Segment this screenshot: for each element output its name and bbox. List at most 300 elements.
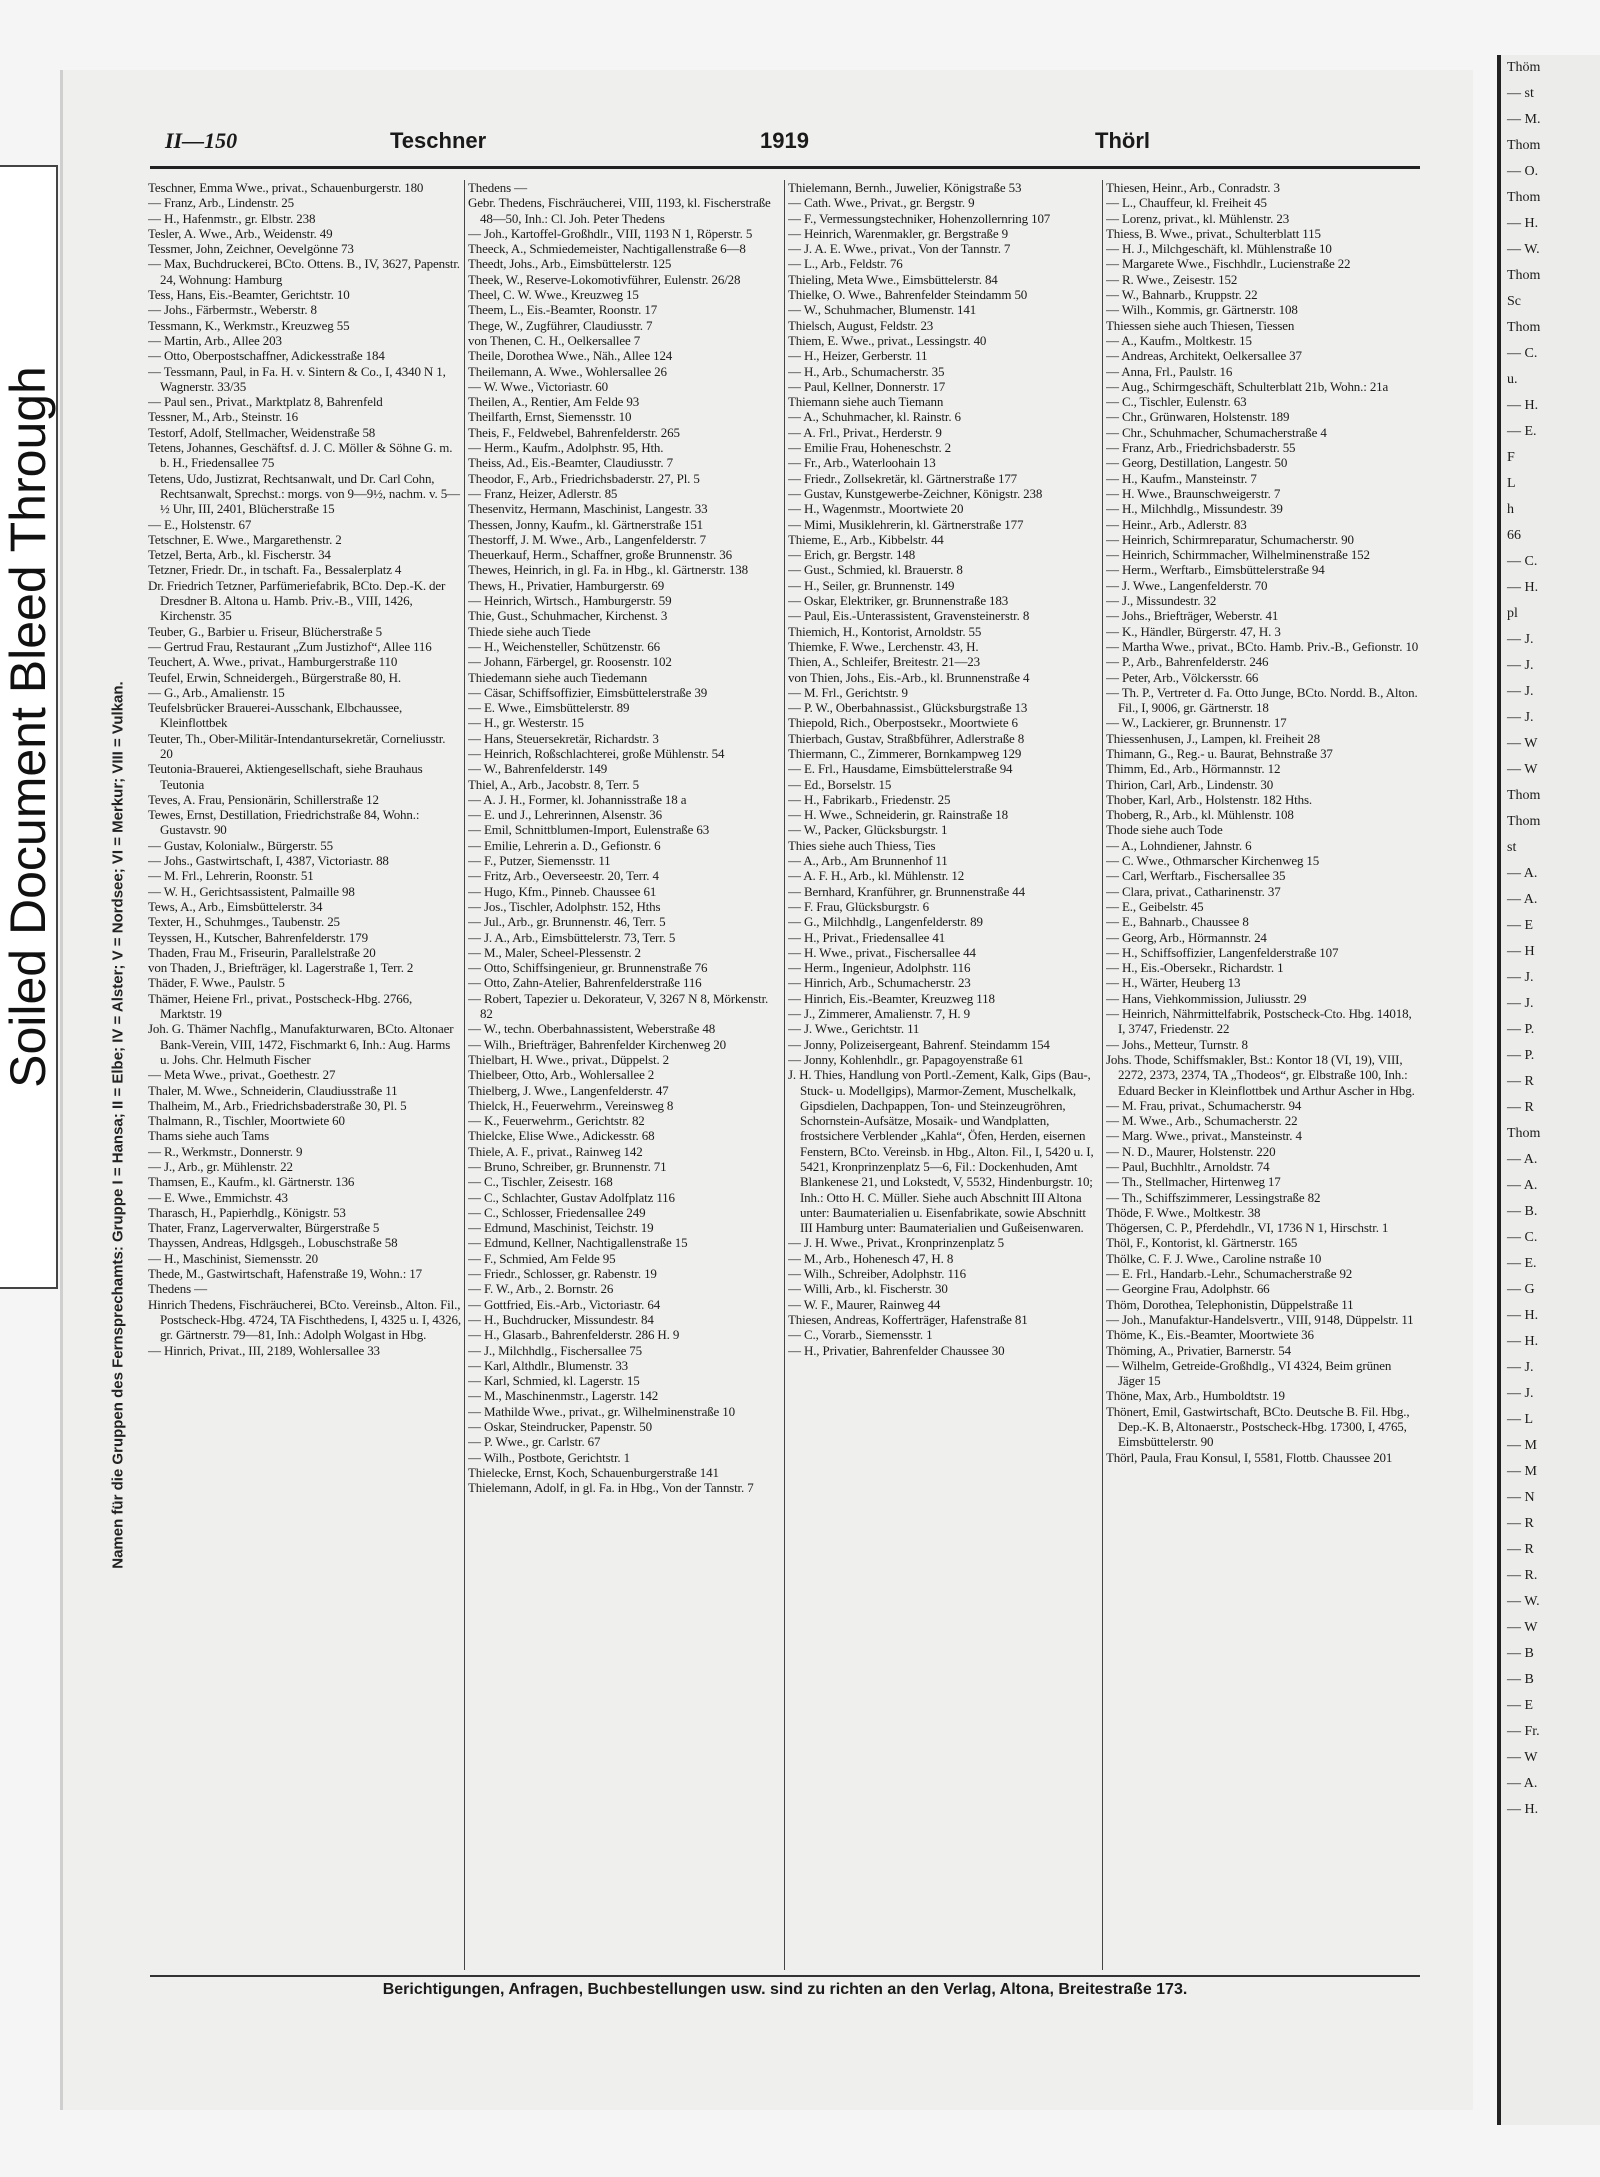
directory-entry: — Willi, Arb., kl. Fischerstr. 30 bbox=[788, 1281, 948, 1297]
directory-entry: — Jos., Tischler, Adolphstr. 152, Hths bbox=[468, 898, 661, 914]
directory-entry: — E. Frl., Handarb.-Lehr., Schumacherstraße 92 bbox=[1106, 1266, 1353, 1282]
directory-entry: — E. Frl., Hausdame, Eimsbüttelerstraße 94 bbox=[788, 761, 1013, 777]
directory-entry: Thalheim, M., Arb., Friedrichsbaderstraße 30, Pl. 5 bbox=[148, 1097, 407, 1113]
directory-entry: Thiess, B. Wwe., privat., Schulterblatt 115 bbox=[1106, 225, 1321, 241]
directory-entry: — Johann, Färbergel, gr. Roosenstr. 102 bbox=[468, 654, 672, 670]
directory-entry: — W., Bahnarb., Kruppstr. 22 bbox=[1106, 287, 1258, 303]
adjacent-page-fragment: — M. bbox=[1507, 112, 1541, 127]
directory-entry: Thien, A., Schleifer, Breitestr. 21—23 bbox=[788, 654, 980, 670]
directory-entry: — Martha Wwe., privat., BCto. Hamb. Priv.-B., Gefionstr. 10 bbox=[1106, 638, 1419, 654]
directory-entry: — H., Wärter, Heuberg 13 bbox=[1106, 975, 1241, 991]
directory-entry: — Johs., Gastwirtschaft, I, 4387, Victoriastr. 88 bbox=[148, 853, 389, 869]
directory-entry: Thiessenhusen, J., Lampen, kl. Freiheit 28 bbox=[1106, 730, 1320, 746]
adjacent-page-fragment: — W. bbox=[1507, 242, 1540, 257]
directory-entry: — Th. P., Vertreter d. Fa. Otto Junge, BCto. Nordd. B., Alton. Fil., I, 9006, gr. Gärtnerstr. 18 bbox=[1106, 684, 1418, 716]
adjacent-page-fragment: — A. bbox=[1507, 1152, 1538, 1167]
adjacent-page-fragment: — W bbox=[1507, 762, 1538, 777]
directory-entry: — L., Arb., Feldstr. 76 bbox=[788, 256, 903, 272]
directory-entry: Thiede siehe auch Tiede bbox=[468, 623, 591, 639]
directory-entry: Thämer, Heiene Frl., privat., Postscheck-Hbg. 2766, Marktstr. 19 bbox=[148, 990, 413, 1022]
directory-entry: — Heinrich, Schirmreparatur, Schumacherstr. 90 bbox=[1106, 531, 1354, 547]
adjacent-page-fragment: — B bbox=[1507, 1672, 1534, 1687]
directory-entry: Thielemann, Adolf, in gl. Fa. in Hbg., Von der Tannstr. 7 bbox=[468, 1480, 754, 1496]
directory-entry: — Wilhelm, Getreide-Großhdlg., VI 4324, Beim grünen Jäger 15 bbox=[1106, 1357, 1392, 1389]
directory-entry: Thiemann siehe auch Tiemann bbox=[788, 394, 944, 410]
directory-entry: Dr. Friedrich Tetzner, Parfümeriefabrik, BCto. Dep.-K. der Dresdner B. Altona u. Hamb. Priv.-B., VIII, 1426, Kirchenstr. 35 bbox=[148, 577, 446, 624]
directory-entry: — Aug., Schirmgeschäft, Schulterblatt 21b, Wohn.: 21a bbox=[1106, 378, 1389, 394]
directory-entry: Thiemich, H., Kontorist, Arnoldstr. 55 bbox=[788, 623, 982, 639]
directory-year: 1919 bbox=[760, 128, 809, 153]
adjacent-page-fragment: — J. bbox=[1507, 710, 1534, 725]
directory-entry: — Gust., Schmied, kl. Brauerstr. 8 bbox=[788, 562, 963, 578]
directory-entry: — E. und J., Lehrerinnen, Alsenstr. 36 bbox=[468, 807, 662, 823]
directory-entry: — Karl, Schmied, kl. Lagerstr. 15 bbox=[468, 1373, 640, 1389]
directory-entry: — M. Frl., Lehrerin, Roonstr. 51 bbox=[148, 868, 314, 884]
directory-entry: Tetschner, E. Wwe., Margarethenstr. 2 bbox=[148, 531, 342, 547]
directory-entry: Thielck, H., Feuerwehrm., Vereinsweg 8 bbox=[468, 1097, 674, 1113]
adjacent-page-fragment: — H bbox=[1507, 944, 1535, 959]
adjacent-page-fragment: Thom bbox=[1507, 268, 1541, 283]
adjacent-page-fragment: Sc bbox=[1507, 294, 1521, 309]
directory-entry: Thieling, Meta Wwe., Eimsbüttelerstr. 84 bbox=[788, 271, 998, 287]
directory-entry: — A., Arb., Am Brunnenhof 11 bbox=[788, 853, 948, 869]
directory-entry: — Jul., Arb., gr. Brunnenstr. 46, Terr. 5 bbox=[468, 914, 666, 930]
directory-entry: — Paul, Kellner, Donnerstr. 17 bbox=[788, 378, 946, 394]
directory-entry: Thönert, Emil, Gastwirtschaft, BCto. Deutsche B. Fil. Hbg., Dep.-K. B, Altonaerstr., Postscheck-Hbg. 17300, I, 4765, Eimsbüttelerstr. 90 bbox=[1106, 1403, 1410, 1450]
directory-entry: Thessen, Jonny, Kaufm., kl. Gärtnerstraße 151 bbox=[468, 516, 704, 532]
directory-entry: Thiesen, Andreas, Kofferträger, Hafenstraße 81 bbox=[788, 1311, 1028, 1327]
adjacent-page-fragment: st bbox=[1507, 840, 1517, 855]
adjacent-page-fragment: — E. bbox=[1507, 1256, 1537, 1271]
adjacent-page-fragment: — R. bbox=[1507, 1568, 1538, 1583]
directory-entry: Teutonia-Brauerei, Aktiengesellschaft, siehe Brauhaus Teutonia bbox=[148, 761, 423, 792]
directory-entry: Thams siehe auch Tams bbox=[148, 1128, 269, 1144]
directory-entry: Thielecke, Ernst, Koch, Schauenburgerstraße 141 bbox=[468, 1464, 719, 1480]
directory-entry: Thedens — bbox=[148, 1281, 207, 1297]
directory-entry: — Heinr., Arb., Adlerstr. 83 bbox=[1106, 516, 1247, 532]
directory-entry: — Margarete Wwe., Fischhdlr., Lucienstraße 22 bbox=[1106, 256, 1351, 272]
directory-entry: — Wilh., Briefträger, Bahrenfelder Kirchenweg 20 bbox=[468, 1036, 726, 1052]
directory-entry: Theilen, A., Rentier, Am Felde 93 bbox=[468, 394, 640, 410]
directory-entry: Theile, Dorothea Wwe., Näh., Allee 124 bbox=[468, 348, 673, 364]
directory-entry: von Thenen, C. H., Oelkersallee 7 bbox=[468, 332, 641, 348]
adjacent-page-fragment: — H. bbox=[1507, 1802, 1539, 1817]
header-rule bbox=[150, 166, 1420, 169]
adjacent-page-fragment: — P. bbox=[1507, 1048, 1535, 1063]
directory-entry: Thöne, Max, Arb., Humboldtstr. 19 bbox=[1106, 1388, 1285, 1404]
adjacent-page-fragment: — J. bbox=[1507, 1386, 1534, 1401]
directory-entry: — R., Werkmstr., Donnerstr. 9 bbox=[148, 1143, 303, 1159]
adjacent-page-fragment: — B. bbox=[1507, 1204, 1538, 1219]
adjacent-page-fragment: — B bbox=[1507, 1646, 1534, 1661]
directory-entry: — C., Vorarb., Siemensstr. 1 bbox=[788, 1327, 933, 1343]
directory-entry: Tetzel, Berta, Arb., kl. Fischerstr. 34 bbox=[148, 547, 331, 563]
directory-entry: Tess, Hans, Eis.-Beamter, Gerichtstr. 10 bbox=[148, 287, 350, 303]
directory-entry: — Georg, Destillation, Langestr. 50 bbox=[1106, 455, 1288, 471]
directory-entry: — Jonny, Polizeisergeant, Bahrenf. Steindamm 154 bbox=[788, 1036, 1050, 1052]
directory-entry: — Gottfried, Eis.-Arb., Victoriastr. 64 bbox=[468, 1296, 661, 1312]
directory-entry: Tetzner, Friedr. Dr., in tschaft. Fa., Bessalerplatz 4 bbox=[148, 562, 402, 578]
directory-entry: Thesenvitz, Hermann, Maschinist, Langestr. 33 bbox=[468, 501, 708, 517]
directory-entry: Thörl, Paula, Frau Konsul, I, 5581, Flottb. Chaussee 201 bbox=[1106, 1449, 1393, 1465]
directory-entry: von Thien, Johs., Eis.-Arb., kl. Brunnenstraße 4 bbox=[788, 669, 1030, 685]
directory-entry: Testorf, Adolf, Stellmacher, Weidenstraße 58 bbox=[148, 424, 376, 440]
directory-entry: Thiem, E. Wwe., privat., Lessingstr. 40 bbox=[788, 332, 987, 348]
directory-entry: Theiss, Ad., Eis.-Beamter, Claudiusstr. 7 bbox=[468, 455, 673, 471]
directory-entry: — M., Maler, Scheel-Plessenstr. 2 bbox=[468, 944, 641, 960]
directory-entry: Thieme, E., Arb., Kibbelstr. 44 bbox=[788, 531, 944, 547]
adjacent-page-fragment: — W bbox=[1507, 736, 1538, 751]
directory-entry: Thiesen, Heinr., Arb., Conradstr. 3 bbox=[1106, 180, 1280, 195]
directory-entry: — Mathilde Wwe., privat., gr. Wilhelminenstraße 10 bbox=[468, 1403, 735, 1419]
directory-entry: — J. H. Wwe., Privat., Kronprinzenplatz 5 bbox=[788, 1235, 1005, 1251]
directory-entry: — J., Arb., gr. Mühlenstr. 22 bbox=[148, 1159, 293, 1174]
adjacent-page-fragment: — H. bbox=[1507, 216, 1539, 231]
directory-entry: Thöming, A., Privatier, Barnerstr. 54 bbox=[1106, 1342, 1291, 1358]
directory-entry: — E., Holstenstr. 67 bbox=[148, 516, 252, 532]
directory-entry: — Mimi, Musiklehrerin, kl. Gärtnerstraße 177 bbox=[788, 516, 1024, 532]
directory-entry: — A. Frl., Privat., Herderstr. 9 bbox=[788, 424, 942, 440]
directory-entry: — E. Wwe., Emmichstr. 43 bbox=[148, 1189, 288, 1205]
directory-entry: — Wilh., Postbote, Gerichtstr. 1 bbox=[468, 1449, 630, 1465]
directory-entry: — H., Weichensteller, Schützenstr. 66 bbox=[468, 638, 660, 654]
directory-entry: Thedens — bbox=[468, 180, 527, 195]
adjacent-page-fragment: Thom bbox=[1507, 320, 1541, 335]
directory-entry: — M. Wwe., Arb., Schumacherstr. 22 bbox=[1106, 1113, 1298, 1129]
directory-entry: — Georg, Arb., Hörmannstr. 24 bbox=[1106, 929, 1267, 945]
directory-entry: Thielbart, H. Wwe., privat., Düppelst. 2 bbox=[468, 1051, 669, 1067]
directory-entry: — H., Wagenmstr., Moortwiete 20 bbox=[788, 501, 964, 517]
directory-entry: Thies siehe auch Thiess, Ties bbox=[788, 837, 936, 853]
directory-entry: — Max, Buchdruckerei, BCto. Ottens. B., IV, 3627, Papenstr. 24, Wohnung: Hamburg bbox=[148, 256, 460, 287]
directory-entry: — W., techn. Oberbahnassistent, Weberstraße 48 bbox=[468, 1021, 716, 1037]
adjacent-page-fragment: — P. bbox=[1507, 1022, 1535, 1037]
directory-entry: — Th., Schiffszimmerer, Lessingstraße 82 bbox=[1106, 1189, 1321, 1205]
directory-entry: — A., Kaufm., Moltkestr. 15 bbox=[1106, 332, 1252, 348]
adjacent-page-fragment: Thom bbox=[1507, 1126, 1541, 1141]
directory-entry: — Hans, Viehkommission, Juliusstr. 29 bbox=[1106, 990, 1307, 1006]
directory-entry: — E. Wwe., Eimsbüttelerstr. 89 bbox=[468, 700, 630, 716]
directory-entry: — E., Geibelstr. 45 bbox=[1106, 898, 1204, 914]
directory-entry: — L., Chauffeur, kl. Freiheit 45 bbox=[1106, 195, 1267, 211]
adjacent-page-fragment: — H. bbox=[1507, 398, 1539, 413]
directory-entry: — Cath. Wwe., Privat., gr. Bergstr. 9 bbox=[788, 195, 975, 211]
directory-entry: — H., Seiler, gr. Brunnenstr. 149 bbox=[788, 577, 955, 593]
directory-entry: — H., Hafenmstr., gr. Elbstr. 238 bbox=[148, 210, 316, 226]
adjacent-page-fragment: — st bbox=[1507, 86, 1534, 101]
directory-entry: — E., Bahnarb., Chaussee 8 bbox=[1106, 914, 1249, 930]
directory-entry: — J., Zimmerer, Amalienstr. 7, H. 9 bbox=[788, 1006, 970, 1022]
adjacent-page-edge bbox=[1497, 55, 1600, 2125]
directory-entry: Thober, Karl, Arb., Holstenstr. 182 Hths. bbox=[1106, 791, 1313, 807]
directory-entry: — W. H., Gerichtsassistent, Palmaille 98 bbox=[148, 883, 355, 899]
publisher-footer: Berichtigungen, Anfragen, Buchbestellungen usw. sind zu richten an den Verlag, Altona, Breitestraße 173. bbox=[150, 1975, 1420, 1999]
adjacent-page-fragment: — W bbox=[1507, 1620, 1538, 1635]
adjacent-page-fragment: Thom bbox=[1507, 190, 1541, 205]
directory-entry: Tessmann, K., Werkmstr., Kreuzweg 55 bbox=[148, 317, 350, 333]
directory-entry: — Hinrich, Arb., Schumacherstr. 23 bbox=[788, 975, 971, 991]
directory-entry: Tessmer, John, Zeichner, Oevelgönne 73 bbox=[148, 241, 354, 257]
directory-entry: — A., Schuhmacher, kl. Rainstr. 6 bbox=[788, 409, 961, 425]
directory-entry: Thie, Gust., Schuhmacher, Kirchenst. 3 bbox=[468, 608, 668, 624]
directory-entry: Thalmann, R., Tischler, Moortwiete 60 bbox=[148, 1113, 345, 1129]
directory-entry: — Otto, Oberpostschaffner, Adickesstraße 184 bbox=[148, 348, 385, 364]
directory-entry: Tetens, Johannes, Geschäftsf. d. J. C. Möller & Söhne G. m. b. H., Friedensallee 75 bbox=[148, 440, 453, 471]
directory-entry: Thode siehe auch Tode bbox=[1106, 822, 1223, 838]
directory-entry: — H., Milchhdlg., Missundestr. 39 bbox=[1106, 501, 1283, 517]
directory-entry: von Thaden, J., Briefträger, kl. Lagerstraße 1, Terr. 2 bbox=[148, 960, 414, 976]
directory-entry: — Heinrich, Schirmmacher, Wilhelminenstraße 152 bbox=[1106, 547, 1370, 563]
directory-entry: Theuerkauf, Herm., Schaffner, große Brunnenstr. 36 bbox=[468, 547, 732, 563]
directory-entry: — Jonny, Kohlenhdlr., gr. Papagoyenstraße 61 bbox=[788, 1051, 1024, 1067]
directory-entry: Tewes, Ernst, Destillation, Friedrichstraße 84, Wohn.: Gustavstr. 90 bbox=[148, 807, 420, 838]
adjacent-page-fragment: — A. bbox=[1507, 1178, 1538, 1193]
directory-entry: — Johs., Färbermstr., Weberstr. 8 bbox=[148, 302, 317, 318]
directory-entry: Thögersen, C. P., Pferdehdlr., VI, 1736 N 1, Hirschstr. 1 bbox=[1106, 1220, 1389, 1236]
directory-entry: — Friedr., Zollsekretär, kl. Gärtnerstraße 177 bbox=[788, 470, 1018, 486]
directory-entry: — C., Tischler, Eulenstr. 63 bbox=[1106, 394, 1247, 410]
column-divider bbox=[464, 180, 465, 1970]
directory-entry: Tessner, M., Arb., Steinstr. 16 bbox=[148, 409, 298, 425]
stamp-label: Soiled Document Bleed Through bbox=[0, 366, 56, 1088]
adjacent-page-fragment: — R bbox=[1507, 1074, 1534, 1089]
directory-entry: Thielke, O. Wwe., Bahrenfelder Steindamm 50 bbox=[788, 287, 1028, 303]
directory-entry: — H., Arb., Schumacherstr. 35 bbox=[788, 363, 945, 379]
adjacent-page-fragment: — N bbox=[1507, 1490, 1535, 1505]
directory-entry: — H., Buchdrucker, Missundestr. 84 bbox=[468, 1311, 654, 1327]
directory-entry: Teves, A. Frau, Pensionärin, Schillerstraße 12 bbox=[148, 791, 379, 807]
directory-entry: Theeck, A., Schmiedemeister, Nachtigallenstraße 6—8 bbox=[468, 241, 746, 257]
adjacent-page-fragment: — A. bbox=[1507, 1776, 1538, 1791]
directory-entry: — C., Tischler, Zeisestr. 168 bbox=[468, 1174, 613, 1190]
directory-entry: — H., Privat., Friedensallee 41 bbox=[788, 929, 946, 945]
adjacent-page-fragment: pl bbox=[1507, 606, 1518, 621]
adjacent-page-fragment: — E. bbox=[1507, 424, 1537, 439]
directory-entry: — Oskar, Steindrucker, Papenstr. 50 bbox=[468, 1419, 652, 1435]
adjacent-page-fragment: — R bbox=[1507, 1516, 1534, 1531]
directory-entry: — P. W., Oberbahnassist., Glücksburgstraße 13 bbox=[788, 700, 1028, 716]
directory-entry: — Heinrich, Wirtsch., Hamburgerstr. 59 bbox=[468, 593, 672, 609]
directory-entry: — K., Händler, Bürgerstr. 47, H. 3 bbox=[1106, 623, 1281, 639]
adjacent-page-fragment: — J. bbox=[1507, 1360, 1534, 1375]
directory-entry: — H., Glasarb., Bahrenfelderstr. 286 H. 9 bbox=[468, 1327, 680, 1343]
directory-entry: — Franz, Arb., Lindenstr. 25 bbox=[148, 195, 295, 211]
directory-entry: — P., Arb., Bahrenfelderstr. 246 bbox=[1106, 654, 1269, 670]
adjacent-page-fragment: — C. bbox=[1507, 1230, 1538, 1245]
directory-entry: Theodor, F., Arb., Friedrichsbaderstr. 27, Pl. 5 bbox=[468, 470, 700, 486]
directory-entry: Hinrich Thedens, Fischräucherei, BCto. Vereinsb., Alton. Fil., Postscheck-Hbg. 4724, TA Fischthedens, I, 4325 u. I, 4326, gr. Gärtnerstr. 79—81, Inh.: Adolph Wolgast in Hbg. bbox=[148, 1296, 461, 1343]
adjacent-page-fragment: — Fr. bbox=[1507, 1724, 1540, 1739]
directory-entry: — H., Eis.-Obersekr., Richardstr. 1 bbox=[1106, 960, 1284, 976]
directory-entry: — Marg. Wwe., privat., Mansteinstr. 4 bbox=[1106, 1128, 1302, 1144]
directory-entry: — Robert, Tapezier u. Dekorateur, V, 3267 N 8, Mörkenstr. 82 bbox=[468, 990, 769, 1022]
adjacent-page-fragment: — L bbox=[1507, 1412, 1534, 1427]
directory-entry: — Hinrich, Privat., III, 2189, Wohlersallee 33 bbox=[148, 1342, 380, 1358]
directory-entry: — Emilie, Lehrerin a. D., Gefionstr. 6 bbox=[468, 837, 661, 853]
directory-entry: — C., Schlosser, Friedensallee 249 bbox=[468, 1204, 646, 1220]
directory-entry: — Hans, Steuersekretär, Richardstr. 3 bbox=[468, 730, 659, 746]
directory-entry: Thaden, Frau M., Friseurin, Parallelstraße 20 bbox=[148, 944, 376, 960]
running-head bbox=[165, 128, 1410, 162]
adjacent-page-fragment: — H. bbox=[1507, 580, 1539, 595]
directory-entry: — Herm., Kaufm., Adolphstr. 95, Hth. bbox=[468, 440, 664, 456]
directory-entry: — A., Lohndiener, Jahnstr. 6 bbox=[1106, 837, 1252, 853]
directory-entry: Thöme, K., Eis.-Beamter, Moortwiete 36 bbox=[1106, 1327, 1314, 1343]
directory-entry: Thede, M., Gastwirtschaft, Hafenstraße 19, Wohn.: 17 bbox=[148, 1266, 422, 1282]
directory-entry: — H., gr. Westerstr. 15 bbox=[468, 715, 584, 731]
directory-entry: Theilfarth, Ernst, Siemensstr. 10 bbox=[468, 409, 632, 425]
soiled-document-stamp bbox=[0, 165, 58, 1289]
directory-entry: — M., Maschinenmstr., Lagerstr. 142 bbox=[468, 1388, 659, 1404]
directory-entry: — Peter, Arb., Völckersstr. 66 bbox=[1106, 669, 1259, 685]
directory-entry: — Tessmann, Paul, in Fa. H. v. Sintern & Co., I, 4340 N 1, Wagnerstr. 33/35 bbox=[148, 363, 446, 394]
adjacent-page-fragments bbox=[1501, 55, 1600, 1823]
directory-entry: Teufel, Erwin, Schneidergeh., Bürgerstraße 80, H. bbox=[148, 669, 401, 685]
adjacent-page-fragment: — M bbox=[1507, 1438, 1537, 1453]
directory-entry: — W., Lackierer, gr. Brunnenstr. 17 bbox=[1106, 715, 1287, 731]
adjacent-page-fragment: L bbox=[1507, 476, 1516, 491]
directory-entry: Thielcke, Elise Wwe., Adickesstr. 68 bbox=[468, 1128, 655, 1144]
adjacent-page-fragment: — J. bbox=[1507, 970, 1534, 985]
adjacent-page-fragment: Thom bbox=[1507, 814, 1541, 829]
directory-entry: Texter, H., Schuhmges., Taubenstr. 25 bbox=[148, 914, 340, 930]
directory-entry: — H. Wwe., Schneiderin, gr. Rainstraße 18 bbox=[788, 807, 1008, 823]
directory-entry: — H. Wwe., privat., Fischersallee 44 bbox=[788, 944, 976, 960]
adjacent-page-fragment: — J. bbox=[1507, 632, 1534, 647]
adjacent-page-fragment: — R bbox=[1507, 1542, 1534, 1557]
directory-entry: — Otto, Schiffsingenieur, gr. Brunnenstraße 76 bbox=[468, 960, 708, 976]
directory-entry: — J., Missundestr. 32 bbox=[1106, 593, 1217, 609]
adjacent-page-fragment: Thom bbox=[1507, 788, 1541, 803]
directory-entry: — Franz, Heizer, Adlerstr. 85 bbox=[468, 485, 618, 501]
directory-entry: — Edmund, Kellner, Nachtigallenstraße 15 bbox=[468, 1235, 688, 1251]
directory-entry: — F., Schmied, Am Felde 95 bbox=[468, 1250, 616, 1266]
directory-entry: Theedt, Johs., Arb., Eimsbüttelerstr. 125 bbox=[468, 256, 672, 272]
adjacent-page-fragment: — A. bbox=[1507, 866, 1538, 881]
directory-entry: — A. J. H., Former, kl. Johannisstraße 18 a bbox=[468, 791, 687, 807]
column-divider bbox=[784, 180, 785, 1970]
adjacent-page-fragment: — C. bbox=[1507, 346, 1538, 361]
directory-entry: Teschner, Emma Wwe., privat., Schauenburgerstr. 180 bbox=[148, 180, 424, 195]
directory-entry: — Gustav, Kolonialw., Bürgerstr. 55 bbox=[148, 837, 333, 853]
directory-entry: Thater, Franz, Lagerverwalter, Bürgerstraße 5 bbox=[148, 1220, 380, 1236]
adjacent-page-fragment: — C. bbox=[1507, 554, 1538, 569]
column-1 bbox=[148, 180, 461, 1970]
directory-entry: — H., Heizer, Gerberstr. 11 bbox=[788, 348, 928, 364]
directory-entry: Teyssen, H., Kutscher, Bahrenfelderstr. 179 bbox=[148, 929, 368, 945]
directory-entry: — F., Vermessungstechniker, Hohenzollernring 107 bbox=[788, 210, 1051, 226]
directory-entry: Gebr. Thedens, Fischräucherei, VIII, 1193, kl. Fischerstraße 48—50, Inh.: Cl. Joh. Peter Thedens bbox=[468, 195, 771, 226]
directory-entry: Teuter, Th., Ober-Militär-Intendantursekretär, Corneliusstr. 20 bbox=[148, 730, 446, 761]
directory-entry: — N. D., Maurer, Holstenstr. 220 bbox=[1106, 1143, 1276, 1159]
directory-entry: — Oskar, Elektriker, gr. Brunnenstraße 183 bbox=[788, 593, 1009, 609]
directory-entry: Teuchert, A. Wwe., privat., Hamburgerstraße 110 bbox=[148, 654, 398, 670]
last-entry-guide: Thörl bbox=[1095, 128, 1150, 153]
adjacent-page-fragment: — E bbox=[1507, 1698, 1534, 1713]
directory-entry: — P. Wwe., gr. Carlstr. 67 bbox=[468, 1434, 601, 1450]
adjacent-page-fragment: — H. bbox=[1507, 1308, 1539, 1323]
directory-entry: — Martin, Arb., Allee 203 bbox=[148, 332, 282, 348]
adjacent-page-fragment: Thom bbox=[1507, 138, 1541, 153]
directory-entry: Thiermann, C., Zimmerer, Bornkampweg 129 bbox=[788, 745, 1022, 761]
directory-entry: Theilemann, A. Wwe., Wohlersallee 26 bbox=[468, 363, 667, 379]
adjacent-page-fragment: — J. bbox=[1507, 996, 1534, 1011]
adjacent-page-fragment: u. bbox=[1507, 372, 1518, 387]
directory-entry: — Franz, Arb., Friedrichsbaderstr. 55 bbox=[1106, 440, 1296, 456]
directory-entry: — W. Wwe., Victoriastr. 60 bbox=[468, 378, 608, 394]
column-2 bbox=[468, 180, 781, 1970]
directory-entry: Theek, W., Reserve-Lokomotivführer, Eulenstr. 26/28 bbox=[468, 271, 741, 287]
directory-entry: — F. W., Arb., 2. Bornstr. 26 bbox=[468, 1281, 614, 1297]
directory-entry: — Bernhard, Kranführer, gr. Brunnenstraße 44 bbox=[788, 883, 1025, 899]
directory-entry: — H., Privatier, Bahrenfelder Chaussee 30 bbox=[788, 1342, 1005, 1358]
directory-entry: — Herm., Werftarb., Eimsbüttelerstraße 94 bbox=[1106, 562, 1325, 578]
directory-entry: Teuber, G., Barbier u. Friseur, Blücherstraße 5 bbox=[148, 623, 382, 639]
directory-entry: — Chr., Grünwaren, Holstenstr. 189 bbox=[1106, 409, 1290, 425]
directory-entry: — C., Schlachter, Gustav Adolfplatz 116 bbox=[468, 1189, 675, 1205]
directory-entry: J. H. Thies, Handlung von Portl.-Zement, Kalk, Gips (Bau-, Stuck- u. Modellgips), Marmor-Zement, Muschelkalk, Gipsdielen, Dachpappen, Ton- und Steinzeugröhren, Schornstein-Aufsätze, Mosaik- und Wandplatten, frostsichere Verblender „Kahla“, Öfen, Herden, eisernen Fenstern, BCto. Vereinsb. in Hbg., Alton. Fil., I, 5420 u. I, 5421, Kronprinzenplatz 5—6, Fil.: Dockenhuden, Amt Blankenese 21, und Lokstedt, V, 5532, Hindenburgstr. 10; Inh.: Otto H. C. Müller. Siehe auch Abschnitt III Altona unter: Baumaterialien u. Eisenfabrikate, sowie Abschnitt III Hamburg unter: Baumaterialien und Gußeisenwaren. bbox=[788, 1067, 1094, 1236]
directory-entry: — Johs., Briefträger, Weberstr. 41 bbox=[1106, 608, 1279, 624]
directory-entry: — Th., Stellmacher, Hirtenweg 17 bbox=[1106, 1174, 1281, 1190]
directory-entry: — G., Arb., Amalienstr. 15 bbox=[148, 684, 285, 700]
directory-entry: Tetens, Udo, Justizrat, Rechtsanwalt, und Dr. Carl Cohn, Rechtsanwalt, Sprechst.: morgs. von 9—9½, nachm. v. 5—½ Uhr, III, 2401, Blücherstraße 15 bbox=[148, 470, 460, 517]
directory-entry: — F. Frau, Glücksburgstr. 6 bbox=[788, 898, 929, 914]
directory-entry: — Emil, Schnittblumen-Import, Eulenstraße 63 bbox=[468, 822, 710, 838]
directory-entry: — Heinrich, Roßschlachterei, große Mühlenstr. 54 bbox=[468, 745, 725, 761]
directory-entry: — M. Frl., Gerichtstr. 9 bbox=[788, 684, 908, 700]
directory-entry: Thöm, Dorothea, Telephonistin, Düppelstraße 11 bbox=[1106, 1296, 1354, 1312]
directory-entry: — Johs., Metteur, Turnstr. 8 bbox=[1106, 1036, 1248, 1052]
directory-columns bbox=[148, 180, 1420, 1970]
adjacent-page-fragment: Thöm bbox=[1507, 60, 1541, 75]
directory-entry: — Otto, Zahn-Atelier, Bahrenfelderstraße 116 bbox=[468, 975, 702, 991]
directory-entry: — A. F. H., Arb., kl. Mühlenstr. 12 bbox=[788, 868, 965, 884]
directory-entry: — Joh., Kartoffel-Großhdlr., VIII, 1193 N 1, Röperstr. 5 bbox=[468, 225, 753, 241]
directory-entry: — Emilie Frau, Hoheneschstr. 2 bbox=[788, 440, 952, 456]
directory-entry: Theem, L., Eis.-Beamter, Roonstr. 17 bbox=[468, 302, 658, 318]
adjacent-page-fragment: — W bbox=[1507, 1750, 1538, 1765]
directory-entry: — W., Bahrenfelderstr. 149 bbox=[468, 761, 608, 777]
directory-entry: — Fr., Arb., Waterloohain 13 bbox=[788, 455, 936, 471]
adjacent-page-fragment: — H. bbox=[1507, 1334, 1539, 1349]
adjacent-page-fragment: — A. bbox=[1507, 892, 1538, 907]
directory-entry: — J. A., Arb., Eimsbüttelerstr. 73, Terr. 5 bbox=[468, 929, 676, 945]
directory-entry: Thiessen siehe auch Thiesen, Tiessen bbox=[1106, 317, 1295, 333]
directory-entry: — Fritz, Arb., Oeverseestr. 20, Terr. 4 bbox=[468, 868, 659, 884]
directory-entry: — Lorenz, privat., kl. Mühlenstr. 23 bbox=[1106, 210, 1290, 226]
directory-entry: — H., Fabrikarb., Friedenstr. 25 bbox=[788, 791, 951, 807]
directory-entry: — H., Kaufm., Mansteinstr. 7 bbox=[1106, 470, 1257, 486]
directory-entry: — Hinrich, Eis.-Beamter, Kreuzweg 118 bbox=[788, 990, 995, 1006]
directory-entry: — Carl, Werftarb., Fischersallee 35 bbox=[1106, 868, 1286, 884]
directory-entry: Thayssen, Andreas, Hdlgsgeh., Lobuschstraße 58 bbox=[148, 1235, 398, 1251]
directory-entry: — M. Frau, privat., Schumacherstr. 94 bbox=[1106, 1097, 1302, 1113]
directory-entry: — Clara, privat., Catharinenstr. 37 bbox=[1106, 883, 1281, 899]
directory-entry: — H., Schiffsoffizier, Langenfelderstraße 107 bbox=[1106, 944, 1339, 960]
directory-entry: Thimm, Ed., Arb., Hörmannstr. 12 bbox=[1106, 761, 1281, 777]
column-divider bbox=[1102, 180, 1103, 1970]
directory-entry: Thews, H., Privatier, Hamburgerstr. 69 bbox=[468, 577, 665, 593]
directory-entry: — Paul, Buchhltr., Arnoldstr. 74 bbox=[1106, 1159, 1270, 1174]
directory-entry: — Wilh., Schreiber, Adolphstr. 116 bbox=[788, 1266, 967, 1282]
directory-entry: Thiel, A., Arb., Jacobstr. 8, Terr. 5 bbox=[468, 776, 639, 792]
adjacent-page-fragment: — G bbox=[1507, 1282, 1535, 1297]
directory-entry: Thölke, C. F. J. Wwe., Caroline nstraße 10 bbox=[1106, 1250, 1322, 1266]
directory-entry: — Chr., Schuhmacher, Schumacherstraße 4 bbox=[1106, 424, 1327, 440]
directory-entry: Thestorff, J. M. Wwe., Arb., Langenfelderstr. 7 bbox=[468, 531, 706, 547]
adjacent-page-fragment: — J. bbox=[1507, 684, 1534, 699]
adjacent-page-fragment: h bbox=[1507, 502, 1514, 517]
